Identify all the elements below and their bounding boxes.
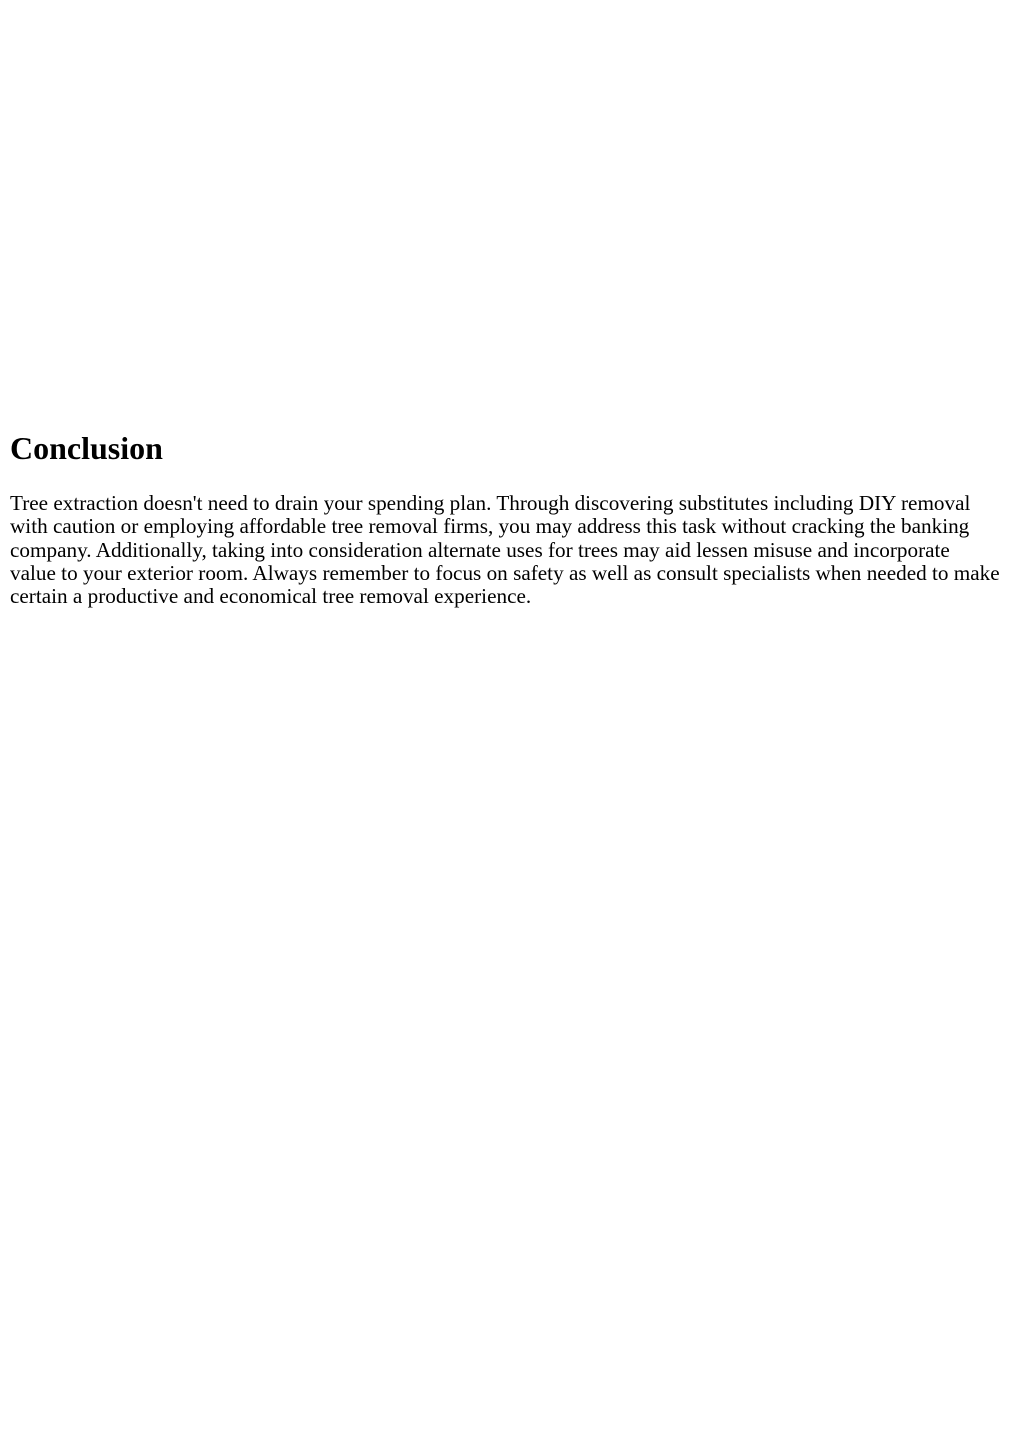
article-section — [10, 427, 1000, 608]
conclusion-paragraph: Tree extraction doesn't need to drain your spending plan. Through discovering substitutes including DIY removal with caution or employing affordable tree removal firms, you may address this task without cracking the banking company. Additionally, taking into consideration alternate uses for trees may aid lessen misuse and incorporate value to your exterior room. Always remember to focus on safety as well as consult specialists when needed to make certain a productive and economical tree removal experience. — [10, 491, 1000, 609]
section-heading: Conclusion — [10, 430, 163, 466]
